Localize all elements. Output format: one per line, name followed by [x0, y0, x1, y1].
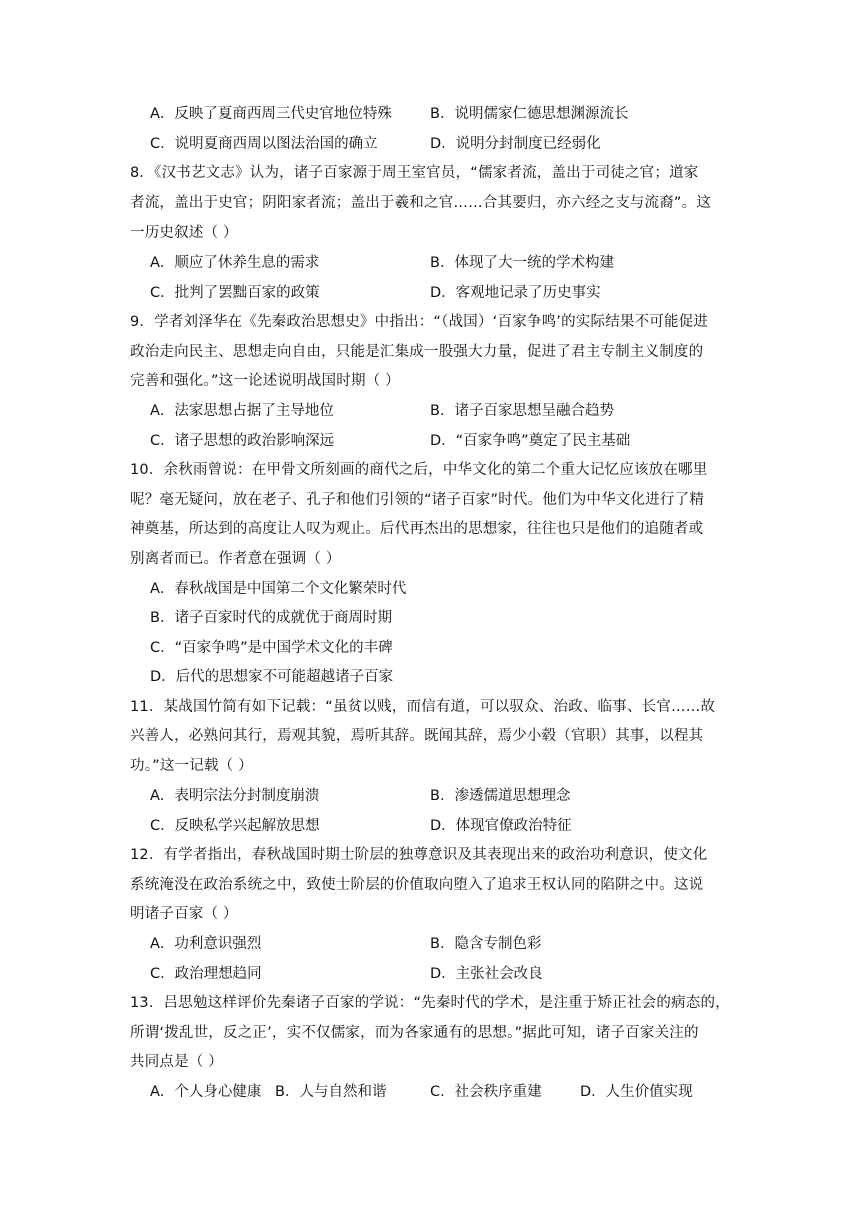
q13-option-a: A．个人身心健康 [150, 1084, 262, 1100]
q10-stem-line-4: 别离者而已。作者意在强调（ ） [130, 551, 341, 567]
q10-stem-line-3: 神奠基，所达到的高度让人叹为观止。后代再杰出的思想家，往往也只是他们的追随者或 [130, 521, 704, 537]
q10-stem-line-2: 呢？毫无疑问，放在老子、孔子和他们引领的“诸子百家”时代。他们为中华文化进行了精 [130, 492, 705, 508]
q13-stem-line-3: 共同点是（ ） [130, 1054, 224, 1070]
q13-stem-line-2: 所谓‘拨乱世，反之正’，实不仅儒家，而为各家通有的思想。”据此可知，诸子百家关注的 [130, 1025, 699, 1041]
q7-option-c: C．说明夏商西周以图法治国的确立 [150, 136, 378, 152]
q10-option-b: B．诸子百家时代的成就优于商周时期 [150, 610, 392, 626]
q9-option-d: D．“百家争鸣”奠定了民主基础 [430, 433, 631, 449]
q8-stem-line-3: 一历史叙述（ ） [130, 225, 238, 241]
q12-stem-line-3: 明诸子百家（ ） [130, 906, 238, 922]
q13-stem-line-1: 13．吕思勉这样评价先秦诸子百家的学说：“先秦时代的学术，是注重于矫正社会的病态的， [130, 995, 730, 1011]
q11-stem-line-2: 兴善人，必熟问其行，焉观其貌，焉听其辞。既闻其辞，焉少小毂（官职）其事，以程其 [130, 728, 704, 744]
q9-option-c: C．诸子思想的政治影响深远 [150, 433, 335, 449]
q12-option-c: C．政治理想趋同 [150, 966, 262, 982]
q8-stem-line-1: 8．《汉书艺文志》认为，诸子百家源于周王室官员，“儒家者流，盖出于司徒之官；道家 [130, 165, 699, 181]
q7-option-d: D．说明分封制度已经弱化 [430, 136, 601, 152]
q12-stem-line-2: 系统淹没在政治系统之中，致使士阶层的价值取向堕入了追求王权认同的陷阱之中。这说 [130, 877, 704, 893]
q12-option-a: A．功利意识强烈 [150, 936, 262, 952]
q8-option-a: A．顺应了休养生息的需求 [150, 255, 320, 271]
q11-option-b: B．渗透儒道思想理念 [430, 788, 571, 804]
q7-option-a: A．反映了夏商西周三代史官地位特殊 [150, 106, 392, 122]
q9-stem-line-3: 完善和强化。”这一论述说明战国时期（ ） [130, 373, 400, 389]
q13-option-c: C．社会秩序重建 [430, 1084, 542, 1100]
q11-option-d: D．体现官僚政治特征 [430, 818, 572, 834]
q13-option-b: B．人与自然和谐 [275, 1084, 387, 1100]
q9-stem-line-1: 9．学者刘泽华在《先秦政治思想史》中指出：“（战国）‘百家争鸣’的实际结果不可能促进 [130, 314, 709, 330]
q9-stem-line-2: 政治走向民主、思想走向自由，只能是汇集成一股强大力量，促进了君主专制主义制度的 [130, 344, 704, 360]
q10-option-d: D．后代的思想家不可能超越诸子百家 [150, 669, 394, 685]
q13-option-d: D．人生价值实现 [580, 1084, 693, 1100]
q12-stem-line-1: 12．有学者指出，春秋战国时期士阶层的独尊意识及其表现出来的政治功利意识，使文化 [130, 847, 708, 863]
q10-option-c: C．“百家争鸣”是中国学术文化的丰碑 [150, 640, 393, 656]
q11-stem-line-3: 功。”这一记载（ ） [130, 758, 253, 774]
q8-option-d: D．客观地记录了历史事实 [430, 285, 601, 301]
q11-option-a: A．表明宗法分封制度崩溃 [150, 788, 320, 804]
q10-option-a: A．春秋战国是中国第二个文化繁荣时代 [150, 581, 407, 597]
q9-option-b: B．诸子百家思想呈融合趋势 [430, 403, 614, 419]
q11-option-c: C．反映私学兴起解放思想 [150, 818, 320, 834]
q7-option-b: B．说明儒家仁德思想渊源流长 [430, 106, 629, 122]
q8-option-c: C．批判了罢黜百家的政策 [150, 285, 320, 301]
q12-option-d: D．主张社会改良 [430, 966, 543, 982]
q8-stem-line-2: 者流，盖出于史官；阴阳家者流；盖出于羲和之官……合其要归，亦六经之支与流裔”。这 [130, 195, 712, 211]
q9-option-a: A．法家思想占据了主导地位 [150, 403, 334, 419]
q11-stem-line-1: 11．某战国竹简有如下记载：“虽贫以贱，而信有道，可以驭众、治政、临事、长官……故 [130, 699, 716, 715]
q12-option-b: B．隐含专制色彩 [430, 936, 542, 952]
q8-option-b: B．体现了大一统的学术构建 [430, 255, 614, 271]
q10-stem-line-1: 10．余秋雨曾说：在甲骨文所刻画的商代之后，中华文化的第二个重大记忆应该放在哪里 [130, 462, 708, 478]
